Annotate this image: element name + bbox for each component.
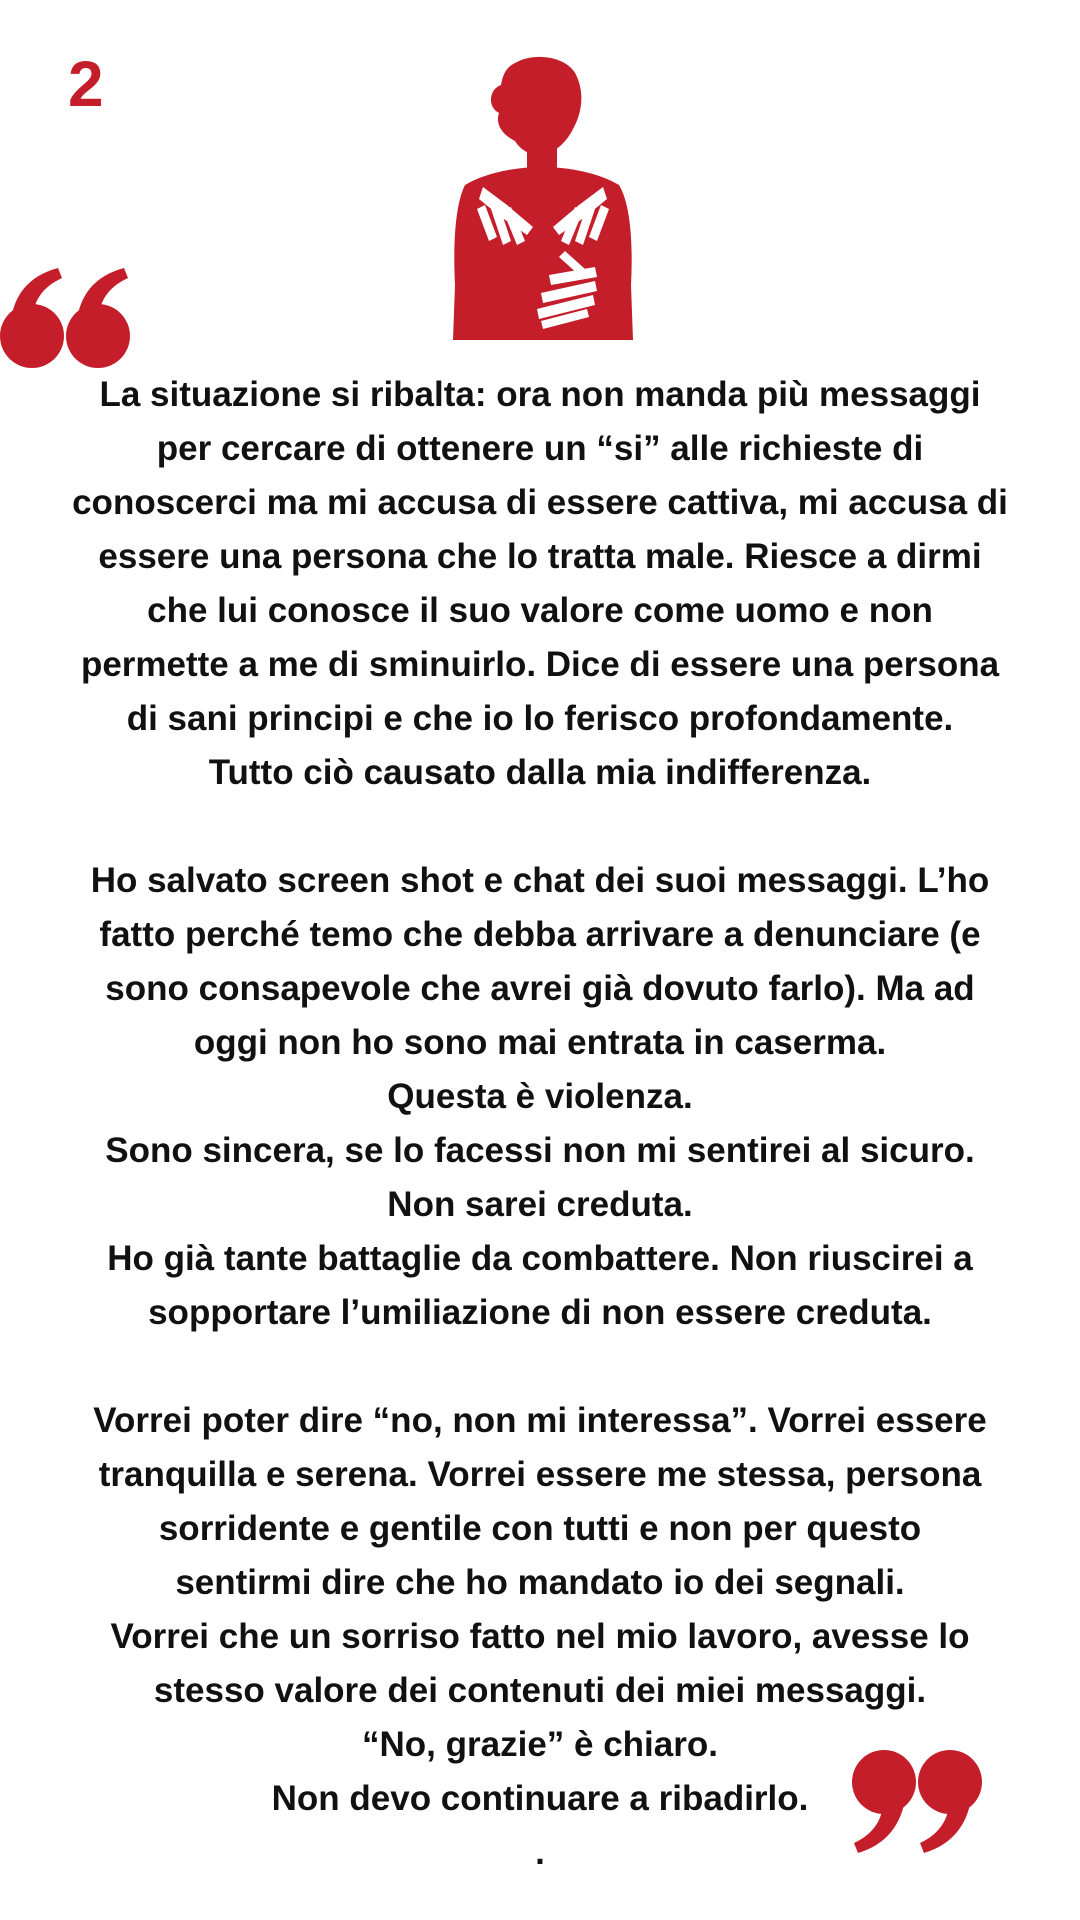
- text-line: Non sarei creduta.: [387, 1185, 693, 1224]
- woman-with-hands-icon: [445, 55, 640, 345]
- text-line: di sani principi e che io lo ferisco profondamente.: [126, 699, 954, 738]
- paragraph-1: [40, 368, 1040, 800]
- story-text: [40, 368, 1040, 1880]
- text-line: La situazione si ribalta: ora non manda più messaggi: [99, 375, 981, 414]
- paragraph-gap: [40, 800, 1040, 854]
- text-line: oggi non ho sono mai entrata in caserma.: [193, 1023, 887, 1062]
- page-number: 2: [68, 48, 104, 120]
- text-line: Questa è violenza.: [387, 1077, 693, 1116]
- text-line: Ho già tante battaglie da combattere. Non riuscirei a: [107, 1239, 973, 1278]
- text-line: Vorrei che un sorriso fatto nel mio lavoro, avesse lo: [110, 1617, 970, 1656]
- paragraph-3: [40, 1394, 1040, 1880]
- open-quote-icon: [0, 268, 132, 373]
- text-line: permette a me di sminuirlo. Dice di essere una persona: [80, 645, 1000, 684]
- text-line: essere una persona che lo tratta male. Riesce a dirmi: [98, 537, 982, 576]
- text-line: tranquilla e serena. Vorrei essere me stessa, persona: [98, 1455, 982, 1494]
- paragraph-2: [40, 854, 1040, 1340]
- paragraph-gap: [40, 1340, 1040, 1394]
- text-line: Sono sincera, se lo facessi non mi sentirei al sicuro.: [105, 1131, 975, 1170]
- text-line: Tutto ciò causato dalla mia indifferenza.: [208, 753, 872, 792]
- text-line: sorridente e gentile con tutti e non per questo: [158, 1509, 922, 1548]
- text-line: fatto perché temo che debba arrivare a denunciare (e: [99, 915, 981, 954]
- text-line: che lui conosce il suo valore come uomo e non: [147, 591, 933, 630]
- text-line: per cercare di ottenere un “si” alle richieste di: [156, 429, 924, 468]
- text-line: sono consapevole che avrei già dovuto farlo). Ma ad: [105, 969, 975, 1008]
- text-line: Vorrei poter dire “no, non mi interessa”. Vorrei essere: [93, 1401, 987, 1440]
- text-line: Ho salvato screen shot e chat dei suoi messaggi. L’ho: [90, 861, 990, 900]
- text-line: Non devo continuare a ribadirlo.: [271, 1779, 809, 1818]
- text-line: sentirmi dire che ho mandato io dei segnali.: [175, 1563, 905, 1602]
- text-line: stesso valore dei contenuti dei miei messaggi.: [153, 1671, 927, 1710]
- text-line: .: [535, 1833, 545, 1872]
- text-line: sopportare l’umiliazione di non essere creduta.: [148, 1293, 932, 1332]
- text-line: “No, grazie” è chiaro.: [362, 1725, 718, 1764]
- text-line: conoscerci ma mi accusa di essere cattiva, mi accusa di: [72, 483, 1008, 522]
